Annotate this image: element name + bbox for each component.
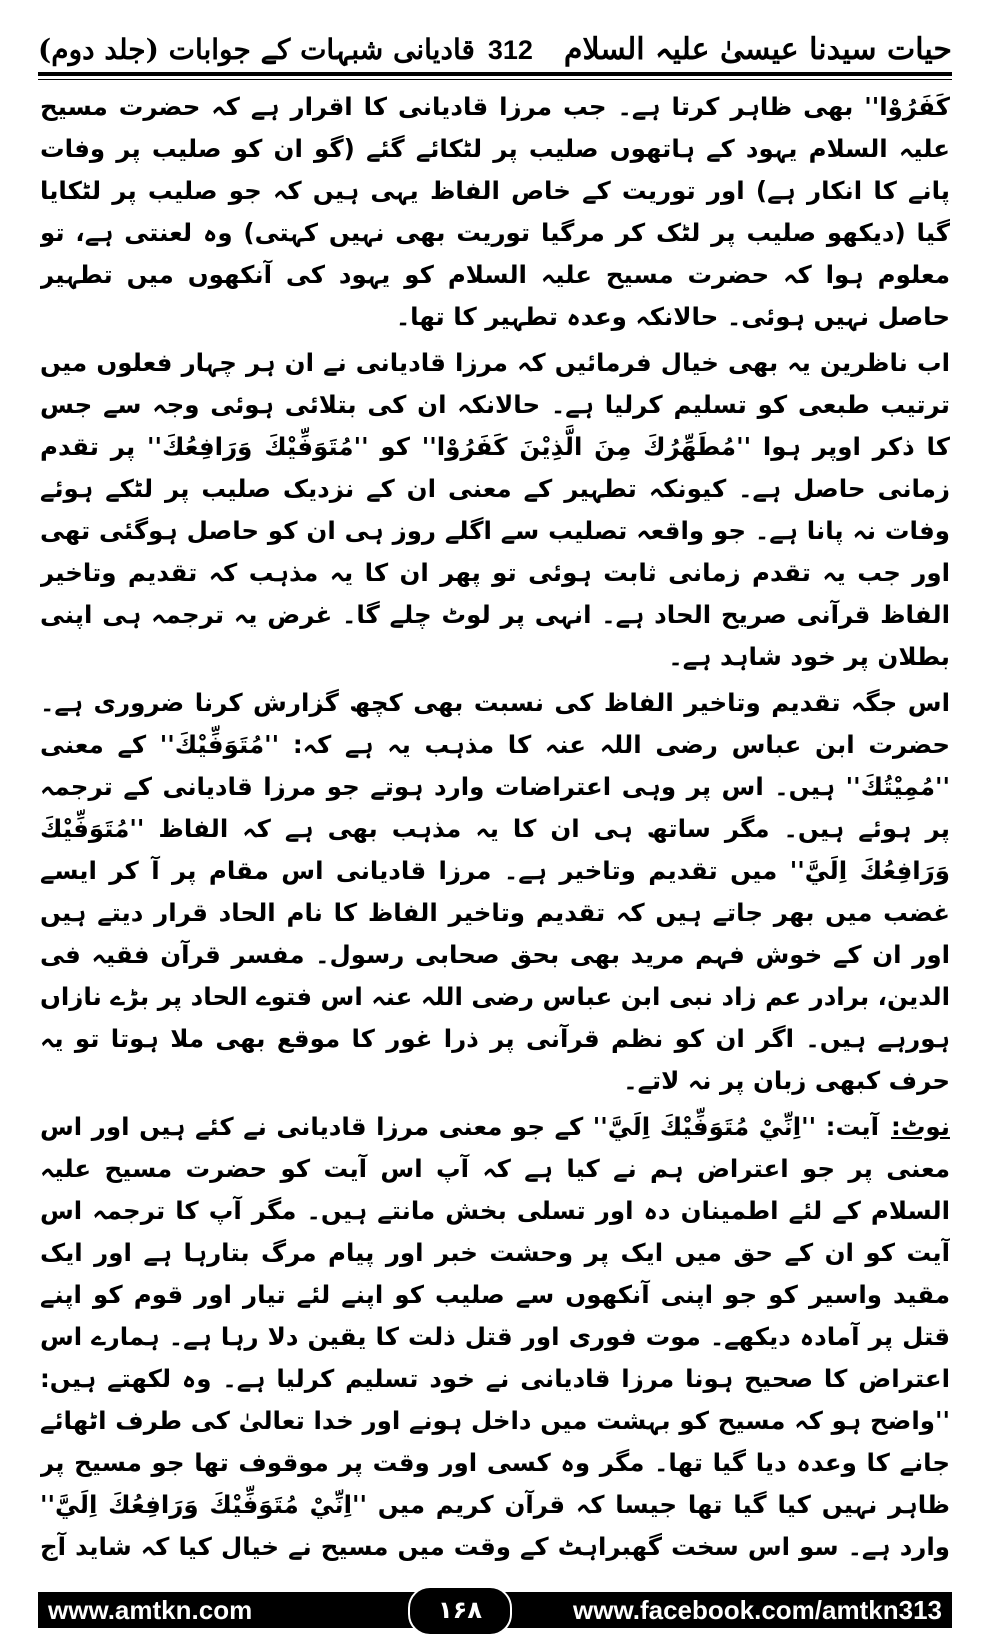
- footer-page-number: ۱۶۸: [408, 1586, 512, 1636]
- header-rule: [38, 72, 952, 76]
- paragraph: کَفَرُوْا'' بھی ظاہر کرتا ہے۔ جب مرزا قادیانی کا اقرار ہے کہ حضرت مسیح علیہ السلام یہود کے ہاتھوں صلیب پر لٹکائے گئے (گو ان کو صلیب پر وفات پانے کا انکار ہے) اور توریت کے خاص الفاظ یہی ہیں کہ جو صلیب پر لٹکایا گیا (دیکھو صلیب پر لٹک کر مرگیا توریت بھی نہیں کہتی) وہ لعنتی ہے، تو معلوم ہوا کہ حضرت مسیح علیہ السلام کو یہود کی آنکھوں میں تطہیر حاصل نہیں ہوئی۔ حالانکہ وعدہ تطہیر کا تھا۔: [40, 92, 950, 331]
- header-rule-thin: [38, 79, 952, 80]
- note-paragraph: [40, 1106, 950, 1566]
- page-header: [38, 28, 952, 68]
- book-title: حیات سیدنا عیسیٰ علیہ السلام: [563, 32, 952, 67]
- page-number: 312: [487, 35, 533, 65]
- paragraph: اب ناظرین یہ بھی خیال فرمائیں کہ مرزا قادیانی نے ان ہر چہار فعلوں میں ترتیب طبعی کو تسلیم کرلیا ہے۔ حالانکہ ان کی بتلائی ہوئی وجہ سے جس کا ذکر اوپر ہوا ''مُطَهِّرُكَ مِنَ الَّذِيْنَ كَفَرُوْا'' کو ''مُتَوَفِّيْكَ وَرَافِعُكَ'' پر تقدم زمانی حاصل ہے۔ کیونکہ تطہیر کے معنی ان کے نزدیک صلیب پر لٹکے ہوئے وفات نہ پانا ہے۔ جو واقعہ تصلیب سے اگلے روز ہی ان کو حاصل ہوگئی تھی اور جب یہ تقدم زمانی ثابت ہوئی تو پھر ان کا یہ مذہب کہ تقدیم وتاخیر الفاظ قرآنی صریح الحاد ہے۔ انہی پر لوٹ چلے گا۔ غرض یہ ترجمہ ہی اپنی بطلان پر خود شاہد ہے۔: [40, 348, 950, 671]
- footer-facebook-link[interactable]: www.facebook.com/amtkn313: [573, 1595, 942, 1625]
- footer-website-link[interactable]: www.amtkn.com: [48, 1595, 253, 1625]
- page-footer: [38, 1592, 952, 1628]
- paragraph: اس جگہ تقدیم وتاخیر الفاظ کی نسبت بھی کچھ گزارش کرنا ضروری ہے۔ حضرت ابن عباس رضی اللہ عنہ کا مذہب یہ ہے کہ: ''مُتَوَفِّيْكَ'' کے معنی ''مُمِيْتُكَ'' ہیں۔ اس پر وہی اعتراضات وارد ہوتے جو مرزا قادیانی کے ترجمہ پر ہوئے ہیں۔ مگر ساتھ ہی ان کا یہ مذہب بھی ہے کہ الفاظ ''مُتَوَفِّيْكَ وَرَافِعُكَ اِلَيَّ'' میں تقدیم وتاخیر ہے۔ مرزا قادیانی اس مقام پر آ کر ایسے غضب میں بھر جاتے ہیں کہ تقدیم وتاخیر الفاظ کا نام الحاد قرار دیتے ہیں اور ان کے خوش فہم مرید بھی بحق صحابی رسول۔ مفسر قرآن فقیہ فی الدین، برادر عم زاد نبی ابن عباس رضی اللہ عنہ اس فتوے الحاد پر بڑے نازاں ہورہے ہیں۔ اگر ان کو نظم قرآنی پر ذرا غور کا موقع بھی ملا ہوتا تو یہ حرف کبھی زبان پر نہ لاتے۔: [40, 688, 950, 1095]
- note-label: نوٹ:: [891, 1112, 950, 1141]
- body-text: [40, 86, 950, 1566]
- note-text: آیت: ''اِنِّيْ مُتَوَفِّيْكَ اِلَيَّ'' کے جو معنی مرزا قادیانی نے کئے ہیں اور اس معنی پر جو اعتراض ہم نے کیا ہے کہ آپ اس آیت کو حضرت مسیح علیہ السلام کے لئے اطمینان دہ اور تسلی بخش مانتے ہیں۔ مگر آپ کا ترجمہ اس آیت کو ان کے حق میں ایک پر وحشت خبر اور پیام مرگ بتارہا ہے اور ایک مقید واسیر کو جو اپنی آنکھوں سے صلیب کو اپنے لئے تیار اور قوم کو اپنے قتل پر آمادہ دیکھے۔ موت فوری اور قتل ذلت کا یقین دلا رہا ہے۔ ہمارے اس اعتراض کا صحیح ہونا مرزا قادیانی نے خود تسلیم کرلیا ہے۔ وہ لکھتے ہیں: ''واضح ہو کہ مسیح کو بہشت میں داخل ہونے اور خدا تعالیٰ کی طرف اٹھائے جانے کا وعدہ دیا گیا تھا۔ مگر وہ کسی اور وقت پر موقوف تھا جو مسیح پر ظاہر نہیں کیا گیا تھا جیسا کہ قرآن کریم میں ''اِنِّيْ مُتَوَفِّيْكَ وَرَافِعُكَ اِلَيَّ'' وارد ہے۔ سو اس سخت گھبراہٹ کے وقت میں مسیح نے خیال کیا کہ شاید آج: [40, 1112, 950, 1561]
- section-title: قادیانی شبہات کے جوابات (جلد دوم): [38, 33, 475, 66]
